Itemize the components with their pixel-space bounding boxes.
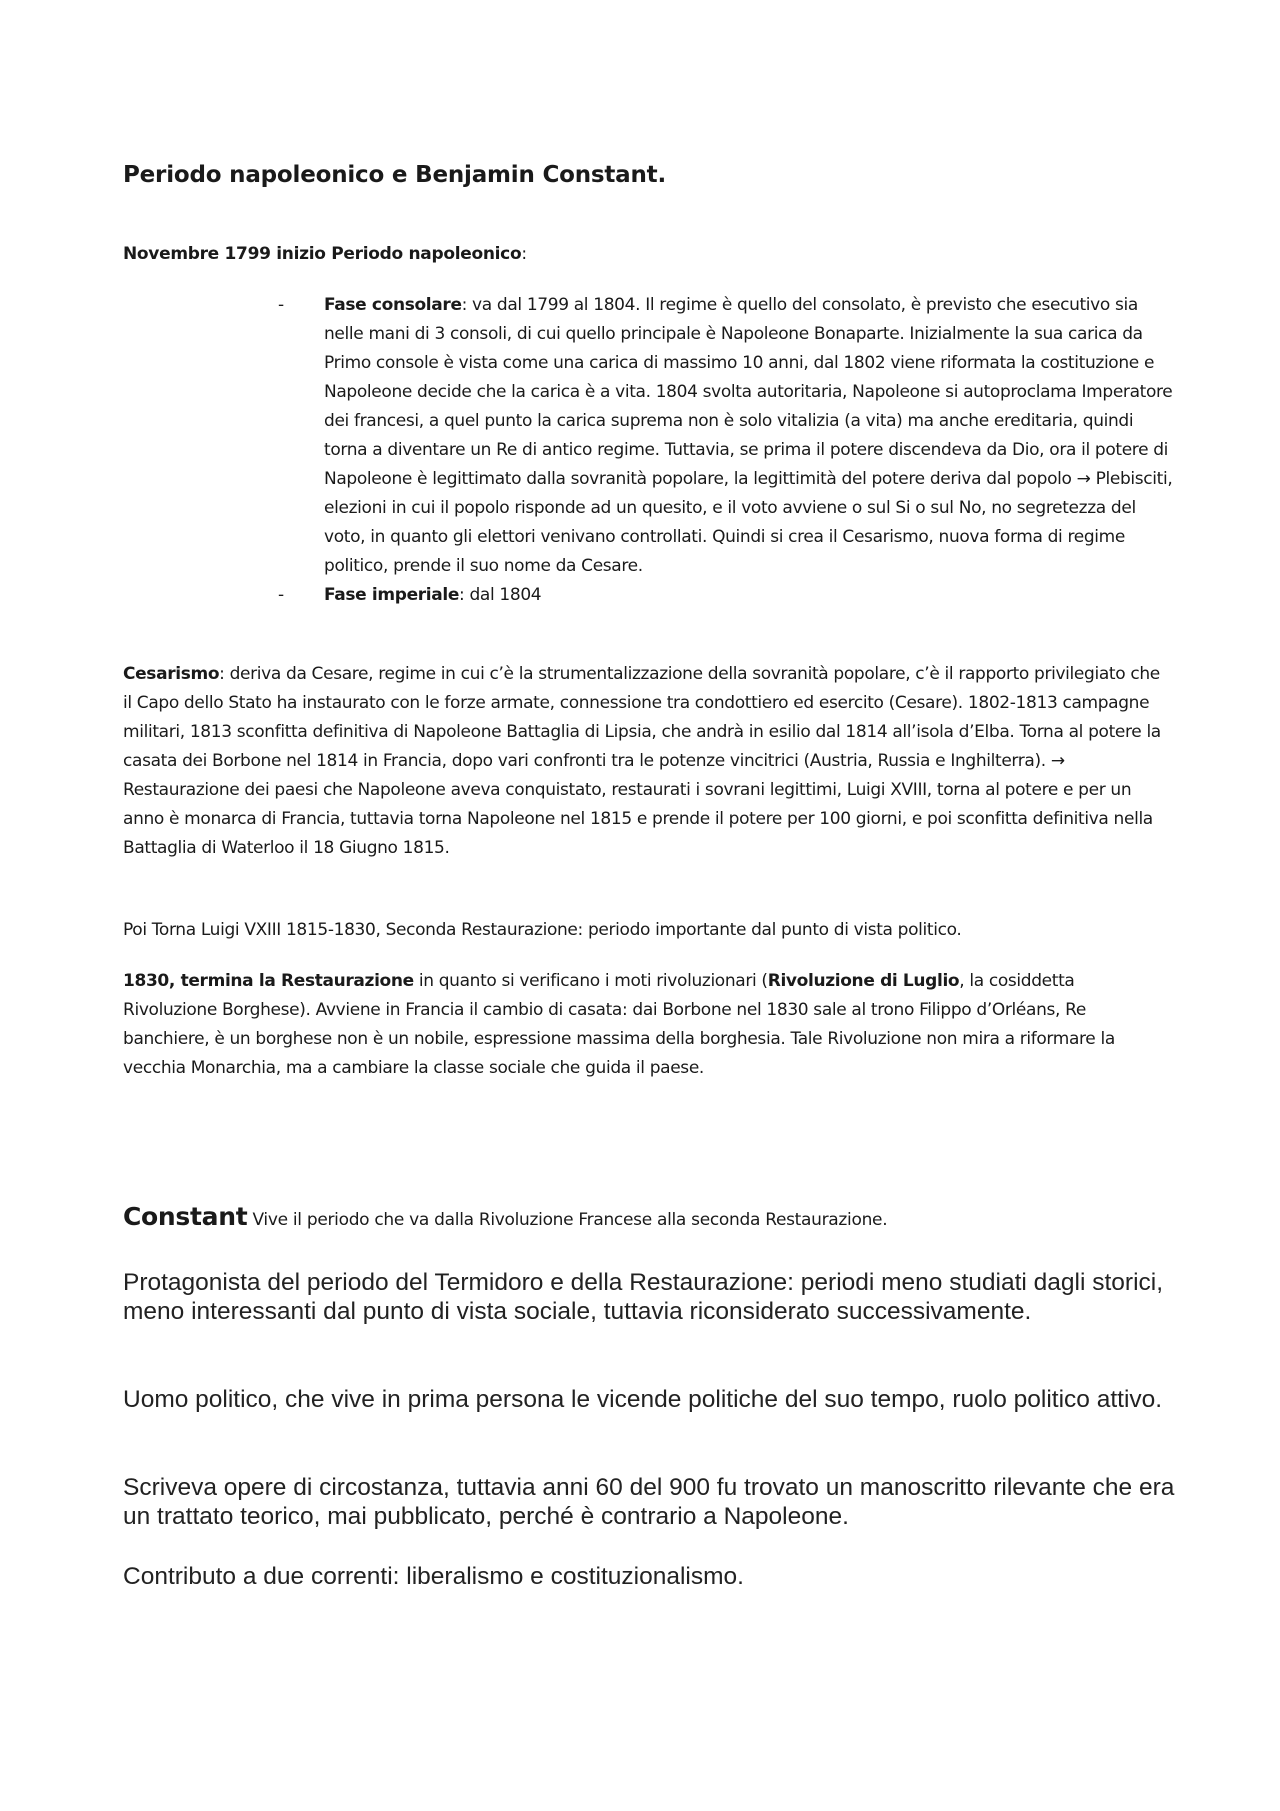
paragraph-protagonista: Protagonista del periodo del Termidoro e della Restaurazione: periodi meno studiati dagli storici, meno interessanti dal punto di vista sociale, tuttavia riconsiderato successivamente. (123, 1269, 1164, 1325)
page-title: Periodo napoleonico e Benjamin Constant. (123, 162, 667, 188)
list-item-fase-consolare (278, 291, 1178, 581)
cesarismo-paragraph (123, 660, 1173, 863)
bold-rivoluzione-luglio: Rivoluzione di Luglio (767, 971, 960, 991)
list-item-text: : dal 1804 (459, 585, 542, 605)
subheading-colon: : (521, 244, 527, 264)
list-item-text: : va dal 1799 al 1804. Il regime è quello del consolato, è previsto che esecutivo sia nelle mani di 3 consoli, di cui quello principale è Napoleone Bonaparte. Inizialmente la sua carica da Primo console è vista come una carica di massimo 10 anni, dal 1802 viene riformata la costituzione e Napoleone decide che la carica è a vita. 1804 svolta autoritaria, Napoleone si autoproclama Imperatore dei francesi, a quel punto la carica suprema non è solo vitalizia (a vita) ma anche ereditaria, quindi torna a diventare un Re di antico regime. Tuttavia, se prima il potere discendeva da Dio, ora il potere di Napoleone è legittimato dalla sovranità popolare, la legittimità del potere deriva dal popolo → Plebisciti, elezioni in cui il popolo risponde ad un quesito, e il voto avviene o sul Si o sul No, no segretezza del voto, in quanto gli elettori venivano controllati. Quindi si crea il Cesarismo, nuova forma di regime politico, prende il suo nome da Cesare. (324, 295, 1173, 576)
subheading-bold: Novembre 1799 inizio Periodo napoleonico (123, 244, 522, 264)
bold-1830: 1830, termina la Restaurazione (123, 971, 414, 991)
list-item-label: Fase consolare (324, 295, 462, 315)
list-dash: - (278, 585, 284, 605)
paragraph-contributo: Contributo a due correnti: liberalismo e costituzionalismo. (123, 1563, 744, 1590)
constant-text: Vive il periodo che va dalla Rivoluzione Francese alla seconda Restaurazione. (247, 1210, 888, 1230)
phase-list (278, 291, 1178, 610)
list-dash: - (278, 295, 284, 315)
text-1830-a: in quanto si verificano i moti rivoluzionari ( (413, 971, 768, 991)
cesarismo-text: : deriva da Cesare, regime in cui c’è la strumentalizzazione della sovranità popolare, c’è il rapporto privilegiato che il Capo dello Stato ha instaurato con le forze armate, connessione tra condottiero ed esercito (Cesare). 1802-1813 campagne militari, 1813 sconfitta definitiva di Napoleone Battaglia di Lipsia, che andrà in esilio dal 1814 all’isola d’Elba. Torna al potere la casata dei Borbone nel 1814 in Francia, dopo vari confronti tra le potenze vincitrici (Austria, Russia e Inghilterra). → Restaurazione dei paesi che Napoleone aveva conquistato, restaurati i sovrani legittimi, Luigi XVIII, torna al potere e per un anno è monarca di Francia, tuttavia torna Napoleone nel 1815 e prende il potere per 100 giorni, e poi sconfitta definitiva nella Battaglia di Waterloo il 18 Giugno 1815. (123, 664, 1161, 858)
constant-heading-line (123, 1199, 887, 1238)
list-item-fase-imperiale (278, 581, 1178, 610)
text-1830-b: , la cosiddetta Rivoluzione Borghese). Avviene in Francia il cambio di casata: dai Borbone nel 1830 sale al trono Filippo d’Orléans, Re banchiere, è un borghese non è un nobile, espressione massima della borghesia. Tale Rivoluzione non mira a riformare la vecchia Monarchia, ma a cambiare la classe sociale che guida il paese. (123, 971, 1115, 1078)
section-subheading (123, 242, 527, 266)
paragraph-uomo-politico: Uomo politico, che vive in prima persona le vicende politiche del suo tempo, ruolo politico attivo. (123, 1386, 1163, 1413)
cesarismo-label: Cesarismo (123, 664, 220, 684)
restaurazione-1830-paragraph (123, 967, 1173, 1083)
list-item-label: Fase imperiale (324, 585, 460, 605)
poi-paragraph: Poi Torna Luigi VXIII 1815-1830, Seconda Restaurazione: periodo importante dal punto di vista politico. (123, 920, 962, 940)
paragraph-opere: Scriveva opere di circostanza, tuttavia anni 60 del 900 fu trovato un manoscritto rilevante che era un trattato teorico, mai pubblicato, perché è contrario a Napoleone. (123, 1474, 1175, 1530)
constant-label: Constant (123, 1202, 248, 1231)
